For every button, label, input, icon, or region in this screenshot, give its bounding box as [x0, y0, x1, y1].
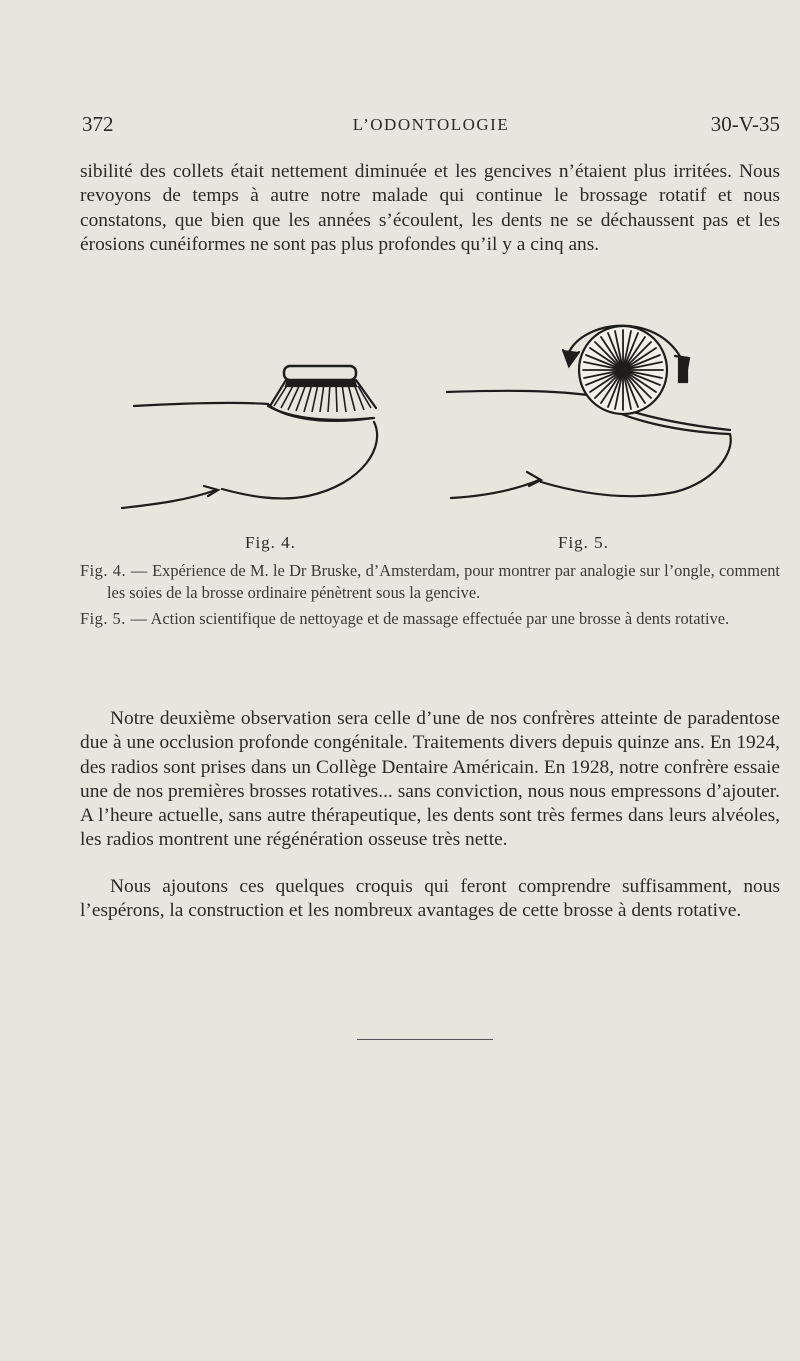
page-number: 372 — [82, 112, 114, 136]
figure-captions — [80, 560, 780, 634]
figure-4-label: Fig. 4. — [245, 533, 296, 552]
paragraph-continued: sibilité des collets était nettement diminuée et les gencives n’étaient plus irritées. Nous revoyons de temps à autre notre malade qui continue le brossage rotatif et nous constatons, que bien que les années s’écoulent, les dents ne se déchaussent pas et les érosions cunéiformes ne sont pas plus profondes qu’il y a cinq ans. — [80, 161, 780, 255]
caption-text: Action scientifique de nettoyage et de massage effectuée par une brosse à dents rotative. — [150, 609, 730, 628]
paragraph-conclusion: Nous ajoutons ces quelques croquis qui feront comprendre suffisamment, nous l’espérons, la construction et les nombreux avantages de cette brosse à dents rotative. — [80, 876, 780, 922]
end-rule — [357, 1039, 493, 1040]
caption-ref: Fig. 4. — — [80, 561, 148, 580]
issue-date: 30-V-35 — [710, 112, 780, 136]
caption-figure-5 — [80, 608, 780, 630]
figure-5-illustration — [445, 312, 745, 512]
running-head — [82, 112, 780, 142]
figure-5-label: Fig. 5. — [558, 533, 609, 552]
figure-4-illustration — [118, 356, 398, 516]
caption-text: Expérience de M. le Dr Bruske, d’Amsterdam, pour montrer par analogie sur l’ongle, comment les soies de la brosse ordinaire pénètrent sous la gencive. — [107, 561, 780, 602]
paragraph-observation: Notre deuxième observation sera celle d’une de nos confrères atteinte de paradentose due à une occlusion profonde congénitale. Traitements divers depuis quinze ans. En 1924, des radios sont prises dans un Collège Dentaire Américain. En 1928, notre confrère essaie une de nos premières brosses rotatives... sans conviction, nous nous empressons d’ajouter. A l’heure actuelle, sans autre thérapeutique, les dents sont très fermes dans leurs alvéoles, les radios montrent une régénération osseuse très nette. — [80, 708, 780, 851]
caption-ref: Fig. 5. — — [80, 609, 148, 628]
journal-title: L’ODONTOLOGIE — [352, 115, 510, 134]
caption-figure-4 — [80, 560, 780, 604]
